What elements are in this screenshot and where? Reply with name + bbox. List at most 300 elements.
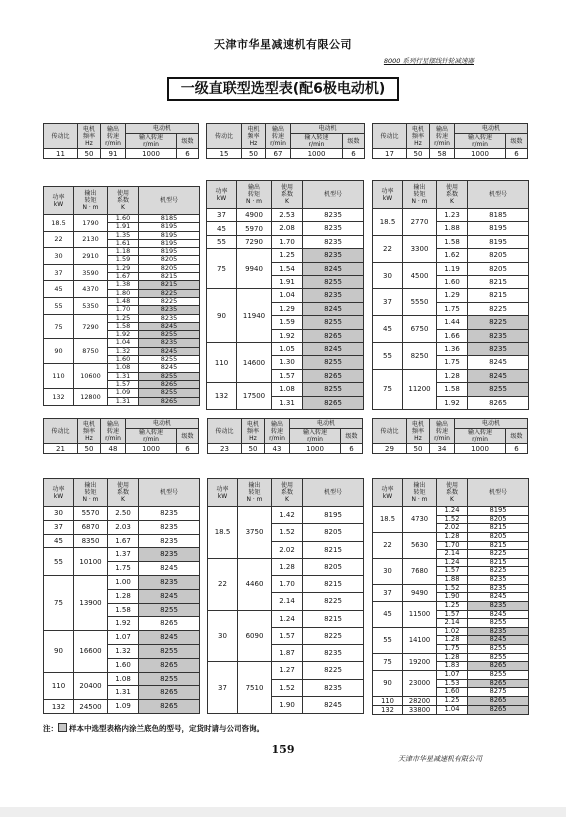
model-value: 8245 [139,347,200,355]
model-value: 8265 [468,396,529,409]
output-speed-value: 67 [266,149,291,159]
power-value: 22 [373,235,403,262]
factor-value: 1.88 [437,222,468,235]
power-value: 132 [207,383,237,410]
motor-label: 电动机 [290,419,363,429]
torque-value: 23000 [403,670,437,696]
model-value: 8195 [139,223,200,231]
torque-value: 14600 [237,343,272,383]
table-row [207,222,364,235]
poles-label: 级数 [506,134,528,149]
power-value: 55 [373,627,403,653]
table-row [44,281,200,289]
factor-value: 1.75 [108,562,139,576]
input-speed-value: 1000 [455,149,506,159]
model-value: 8235 [139,339,200,347]
factor-value: 1.57 [272,627,303,644]
factor-value: 1.44 [437,316,468,329]
torque-value: 7510 [238,662,272,714]
input-speed-value: 1000 [455,444,506,454]
selection-block [43,123,199,405]
torque-value: 8250 [403,343,437,370]
factor-value: 1.87 [272,645,303,662]
factor-value: 1.29 [108,264,139,272]
factor-value: 1.32 [108,644,139,658]
factor-label: 使用 系数 K [437,181,468,209]
power-label: 功率 kW [207,181,237,209]
factor-value: 1.05 [272,343,303,356]
factor-value: 1.57 [272,369,303,382]
factor-value: 2.14 [437,619,468,628]
model-value: 8255 [303,276,364,289]
factor-value: 1.38 [108,281,139,289]
output-speed-label: 输出 转速 r/min [430,124,455,149]
torque-value: 33800 [403,705,437,714]
model-value: 8195 [139,231,200,239]
factor-value: 1.57 [437,610,468,619]
torque-value: 2130 [74,231,108,248]
factor-value: 1.28 [272,558,303,575]
torque-value: 6870 [74,520,108,534]
model-value: 8255 [139,356,200,364]
freq-value: 50 [78,149,101,159]
power-value: 75 [373,369,403,409]
torque-label: 输出 转矩 N · m [74,479,108,507]
note-text: 注： 样本中选型表格内涂兰底色的型号，定货时请与公司咨询。 [43,724,264,733]
factor-value: 1.92 [437,396,468,409]
torque-value: 28200 [403,696,437,705]
poles-value: 6 [506,444,528,454]
model-value: 8265 [468,696,529,705]
factor-value: 1.07 [108,631,139,645]
factor-value: 1.25 [437,601,468,610]
factor-value: 1.25 [437,696,468,705]
factor-value: 1.04 [272,289,303,302]
torque-value: 2910 [74,248,108,265]
poles-value: 6 [177,149,199,159]
table-row [44,534,200,548]
torque-value: 5970 [237,222,272,235]
power-value: 45 [44,281,74,298]
model-value: 8195 [139,248,200,256]
model-value: 8215 [303,610,364,627]
factor-value: 1.60 [108,658,139,672]
table-row [44,248,200,256]
motor-label: 电动机 [291,124,365,134]
ratio-header-table [43,418,199,454]
table-row [373,507,529,516]
ratio-value: 21 [44,444,78,454]
model-value: 8245 [139,631,200,645]
ratio-header-table [206,123,365,159]
factor-value: 1.54 [272,262,303,275]
factor-value: 1.75 [437,356,468,369]
factor-value: 1.92 [108,617,139,631]
torque-value: 5550 [403,289,437,316]
power-label: 功率 kW [208,479,238,507]
input-speed-value: 1000 [126,149,177,159]
model-value: 8235 [139,548,200,562]
power-label: 功率 kW [44,187,74,215]
model-value: 8265 [468,662,529,671]
model-value: 8215 [139,273,200,281]
model-value: 8265 [139,380,200,388]
model-value: 8185 [139,215,200,223]
torque-value: 6090 [238,610,272,662]
factor-value: 1.88 [437,576,468,585]
selection-block [207,418,363,709]
model-value: 8255 [139,331,200,339]
ratio-header-table [43,123,199,159]
factor-value: 1.90 [437,593,468,602]
model-label: 机型号 [139,479,200,507]
torque-value: 24500 [74,700,108,714]
model-value: 8215 [303,576,364,593]
factor-value: 1.52 [437,584,468,593]
model-value: 8235 [303,249,364,262]
torque-value: 19200 [403,653,437,670]
output-speed-value: 58 [430,149,455,159]
model-value: 8265 [468,679,529,688]
table-row [207,249,364,262]
power-value: 45 [44,534,74,548]
ratio-label: 传动比 [373,124,407,149]
factor-value: 1.91 [272,276,303,289]
model-selection-table [43,186,200,406]
selection-block [206,123,363,407]
power-value: 30 [208,610,238,662]
model-value: 8265 [139,700,200,714]
table-row [44,314,200,322]
factor-value: 1.31 [108,686,139,700]
table-row [373,235,529,248]
factor-value: 1.28 [437,369,468,382]
model-value: 8235 [468,576,529,585]
company-name: 天津市华星减速机有限公司 [214,38,352,51]
torque-value: 9940 [237,249,272,289]
table-row [373,369,529,382]
table-row [44,339,200,347]
bottom-band [0,807,566,817]
factor-value: 1.25 [272,249,303,262]
factor-value: 1.30 [272,356,303,369]
factor-value: 1.91 [108,223,139,231]
model-value: 8205 [303,524,364,541]
model-value: 8235 [468,584,529,593]
power-value: 18.5 [44,215,74,232]
factor-value: 1.92 [272,329,303,342]
factor-label: 使用 系数 K [108,479,139,507]
series-subtitle: 8000 系列行星摆线针轮减速器 [383,57,474,65]
power-value: 30 [373,262,403,289]
power-value: 75 [207,249,237,289]
model-value: 8215 [468,558,529,567]
power-value: 75 [373,653,403,670]
factor-value: 1.60 [108,215,139,223]
power-value: 37 [373,289,403,316]
model-label: 机型号 [139,187,200,215]
model-label: 机型号 [468,181,529,209]
model-value: 8225 [139,297,200,305]
model-value: 8255 [303,316,364,329]
factor-value: 1.52 [272,679,303,696]
freq-value: 50 [242,444,265,454]
model-value: 8265 [303,369,364,382]
torque-value: 14100 [403,627,437,653]
factor-value: 2.50 [108,507,139,521]
factor-value: 1.57 [108,380,139,388]
torque-value: 5630 [403,532,437,558]
table-row [207,383,364,396]
factor-value: 2.03 [108,520,139,534]
factor-value: 1.42 [272,507,303,524]
model-value: 8205 [468,515,529,524]
factor-value: 1.24 [437,558,468,567]
factor-value: 1.29 [272,302,303,315]
factor-value: 1.04 [108,339,139,347]
power-value: 55 [44,297,74,314]
model-value: 8225 [468,567,529,576]
factor-value: 1.70 [437,541,468,550]
power-value: 110 [207,343,237,383]
model-value: 8255 [468,653,529,662]
output-speed-value: 34 [430,444,455,454]
model-value: 8235 [468,329,529,342]
power-value: 110 [44,672,74,700]
table-row [207,209,364,222]
factor-label: 使用 系数 K [108,187,139,215]
ratio-value: 11 [44,149,78,159]
table-row [44,264,200,272]
factor-label: 使用 系数 K [272,479,303,507]
table-row [208,662,364,679]
shade-legend-icon [58,723,67,732]
model-value: 8195 [303,507,364,524]
ratio-label: 传动比 [373,419,407,444]
factor-value: 1.00 [108,575,139,589]
model-value: 8195 [468,222,529,235]
model-selection-table [43,478,200,714]
power-value: 132 [44,389,74,406]
motor-label: 电动机 [455,419,528,429]
poles-value: 6 [341,444,363,454]
torque-value: 17500 [237,383,272,410]
factor-value: 1.24 [272,610,303,627]
ratio-header-table [372,418,528,454]
model-value: 8235 [139,520,200,534]
ratio-label: 传动比 [44,124,78,149]
model-value: 8235 [303,289,364,302]
factor-value: 1.36 [437,343,468,356]
model-label: 机型号 [303,181,364,209]
model-value: 8235 [303,209,364,222]
power-value: 90 [373,670,403,696]
factor-value: 2.14 [437,550,468,559]
power-value: 132 [44,700,74,714]
model-value: 8235 [303,645,364,662]
factor-value: 1.52 [272,524,303,541]
motor-freq-label: 电机 频率 Hz [242,124,266,149]
power-label: 功率 kW [44,479,74,507]
power-value: 37 [208,662,238,714]
motor-freq-label: 电机 频率 Hz [407,419,430,444]
model-value: 8245 [139,589,200,603]
input-speed-value: 1000 [291,149,343,159]
table-row [207,343,364,356]
factor-value: 1.04 [437,705,468,714]
motor-freq-label: 电机 频率 Hz [242,419,265,444]
factor-value: 1.28 [437,636,468,645]
table-row [373,670,529,679]
model-value: 8215 [139,281,200,289]
output-speed-label: 输出 转速 r/min [430,419,455,444]
model-value: 8225 [468,550,529,559]
table-row [373,601,529,610]
model-value: 8185 [468,209,529,222]
torque-value: 4370 [74,281,108,298]
model-value: 8215 [303,541,364,558]
freq-value: 50 [407,149,430,159]
ratio-value: 17 [373,149,407,159]
factor-value: 1.18 [108,248,139,256]
model-value: 8195 [468,507,529,516]
poles-label: 级数 [177,134,199,149]
power-value: 22 [373,532,403,558]
factor-value: 1.28 [108,589,139,603]
factor-value: 1.67 [108,273,139,281]
power-value: 90 [207,289,237,343]
torque-value: 3300 [403,235,437,262]
table-row [44,364,200,372]
table-row [373,262,529,275]
power-value: 132 [373,705,403,714]
torque-value: 7290 [237,235,272,248]
factor-value: 1.29 [437,289,468,302]
model-value: 8245 [468,356,529,369]
table-row [208,610,364,627]
table-row [373,696,529,705]
factor-value: 1.52 [437,515,468,524]
torque-value: 1790 [74,215,108,232]
factor-value: 1.92 [108,331,139,339]
table-row [373,343,529,356]
input-speed-label: 输入转速 r/min [290,429,341,444]
power-value: 18.5 [373,209,403,236]
motor-freq-label: 电机 频率 Hz [78,124,101,149]
factor-label: 使用 系数 K [272,181,303,209]
power-value: 18.5 [208,507,238,559]
power-value: 55 [373,343,403,370]
power-value: 45 [207,222,237,235]
model-value: 8245 [303,696,364,713]
model-value: 8255 [468,383,529,396]
model-value: 8225 [468,302,529,315]
factor-value: 1.09 [108,700,139,714]
factor-value: 1.08 [108,364,139,372]
factor-value: 2.14 [272,593,303,610]
poles-label: 级数 [177,429,199,444]
torque-label: 输出 转矩 N · m [403,479,437,507]
table-row [44,631,200,645]
selection-block [372,123,528,407]
ratio-value: 15 [207,149,242,159]
model-value: 8235 [303,679,364,696]
torque-value: 10600 [74,364,108,389]
torque-value: 8750 [74,339,108,364]
power-value: 55 [207,235,237,248]
model-value: 8235 [139,575,200,589]
freq-value: 50 [78,444,101,454]
model-value: 8205 [468,249,529,262]
ratio-label: 传动比 [207,124,242,149]
model-value: 8235 [468,627,529,636]
torque-value: 11200 [403,369,437,409]
factor-value: 1.66 [437,329,468,342]
torque-label: 输出 转矩 N · m [238,479,272,507]
model-value: 8235 [139,314,200,322]
factor-value: 1.83 [437,662,468,671]
model-value: 8255 [468,619,529,628]
poles-label: 级数 [341,429,363,444]
model-value: 8245 [468,610,529,619]
model-value: 8205 [303,558,364,575]
model-value: 8245 [468,636,529,645]
factor-value: 1.75 [437,645,468,654]
power-value: 45 [373,601,403,627]
power-value: 30 [373,558,403,584]
model-value: 8235 [468,343,529,356]
torque-value: 2770 [403,209,437,236]
factor-value: 1.70 [272,235,303,248]
model-value: 8235 [139,306,200,314]
factor-value: 1.60 [437,688,468,697]
selection-block [372,418,528,714]
model-value: 8235 [303,235,364,248]
model-value: 8235 [303,222,364,235]
model-value: 8205 [139,256,200,264]
model-value: 8195 [468,235,529,248]
factor-value: 2.08 [272,222,303,235]
table-row [44,700,200,714]
table-row [44,548,200,562]
power-value: 90 [44,631,74,672]
power-value: 37 [44,520,74,534]
factor-value: 1.58 [437,235,468,248]
factor-value: 1.70 [272,576,303,593]
factor-value: 1.59 [272,316,303,329]
torque-value: 11940 [237,289,272,343]
motor-label: 电动机 [126,124,199,134]
model-value: 8235 [468,601,529,610]
torque-label: 输出 转矩 N · m [237,181,272,209]
torque-value: 3750 [238,507,272,559]
model-value: 8195 [139,239,200,247]
factor-value: 1.02 [437,627,468,636]
power-value: 75 [44,314,74,339]
factor-value: 1.57 [437,567,468,576]
model-value: 8255 [139,672,200,686]
ratio-header-table [207,418,363,454]
footer-company: 天津市华星减速机有限公司 [398,755,482,763]
factor-value: 2.53 [272,209,303,222]
factor-value: 1.67 [108,534,139,548]
torque-value: 4500 [403,262,437,289]
factor-value: 1.07 [437,670,468,679]
factor-value: 1.58 [108,603,139,617]
page-number: 159 [271,743,295,756]
model-label: 机型号 [303,479,364,507]
model-selection-table [206,180,364,410]
